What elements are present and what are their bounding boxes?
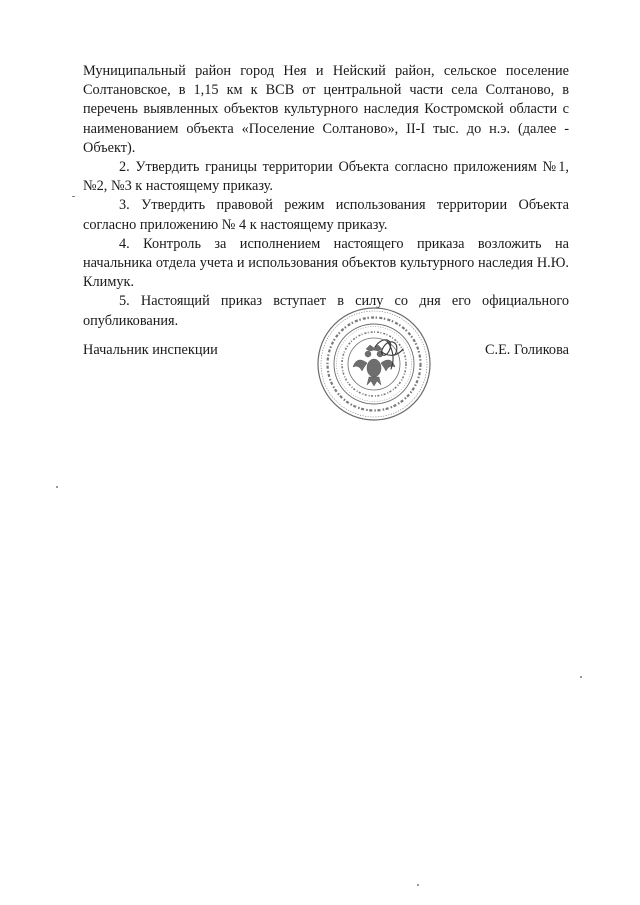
intro-paragraph: Муниципальный район город Нея и Нейский район, сельское поселение Солтановское, в 1,15 км к ВСВ от центральной части села Солтаново, в перечень выявленных объектов культурного наследия Костромской области с наименованием объекта «Поселение Солтаново», II-I тыс. до н.э. (далее - Объект). [83,63,569,156]
scan-speck [580,676,582,678]
order-item-5: 5. Настоящий приказ вступает в силу со дня его официального опубликования. [83,293,569,329]
scan-speck [72,196,75,197]
official-seal-icon [315,305,433,423]
signatory-name: С.Е. Голикова [484,342,569,358]
signatory-title: Начальник инспекции [83,342,218,358]
order-item-3: 3. Утвердить правовой режим использования территории Объекта согласно приложению № 4 к настоящему приказу. [83,197,569,233]
scan-speck [417,884,419,886]
order-item-4: 4. Контроль за исполнением настоящего приказа возложить на начальника отдела учета и использования объектов культурного наследия Н.Ю. Климук. [83,235,569,291]
document-body [83,62,569,331]
scan-speck [56,486,58,488]
order-item-2: 2. Утвердить границы территории Объекта согласно приложениям №1, №2, №3 к настоящему приказу. [83,159,569,195]
